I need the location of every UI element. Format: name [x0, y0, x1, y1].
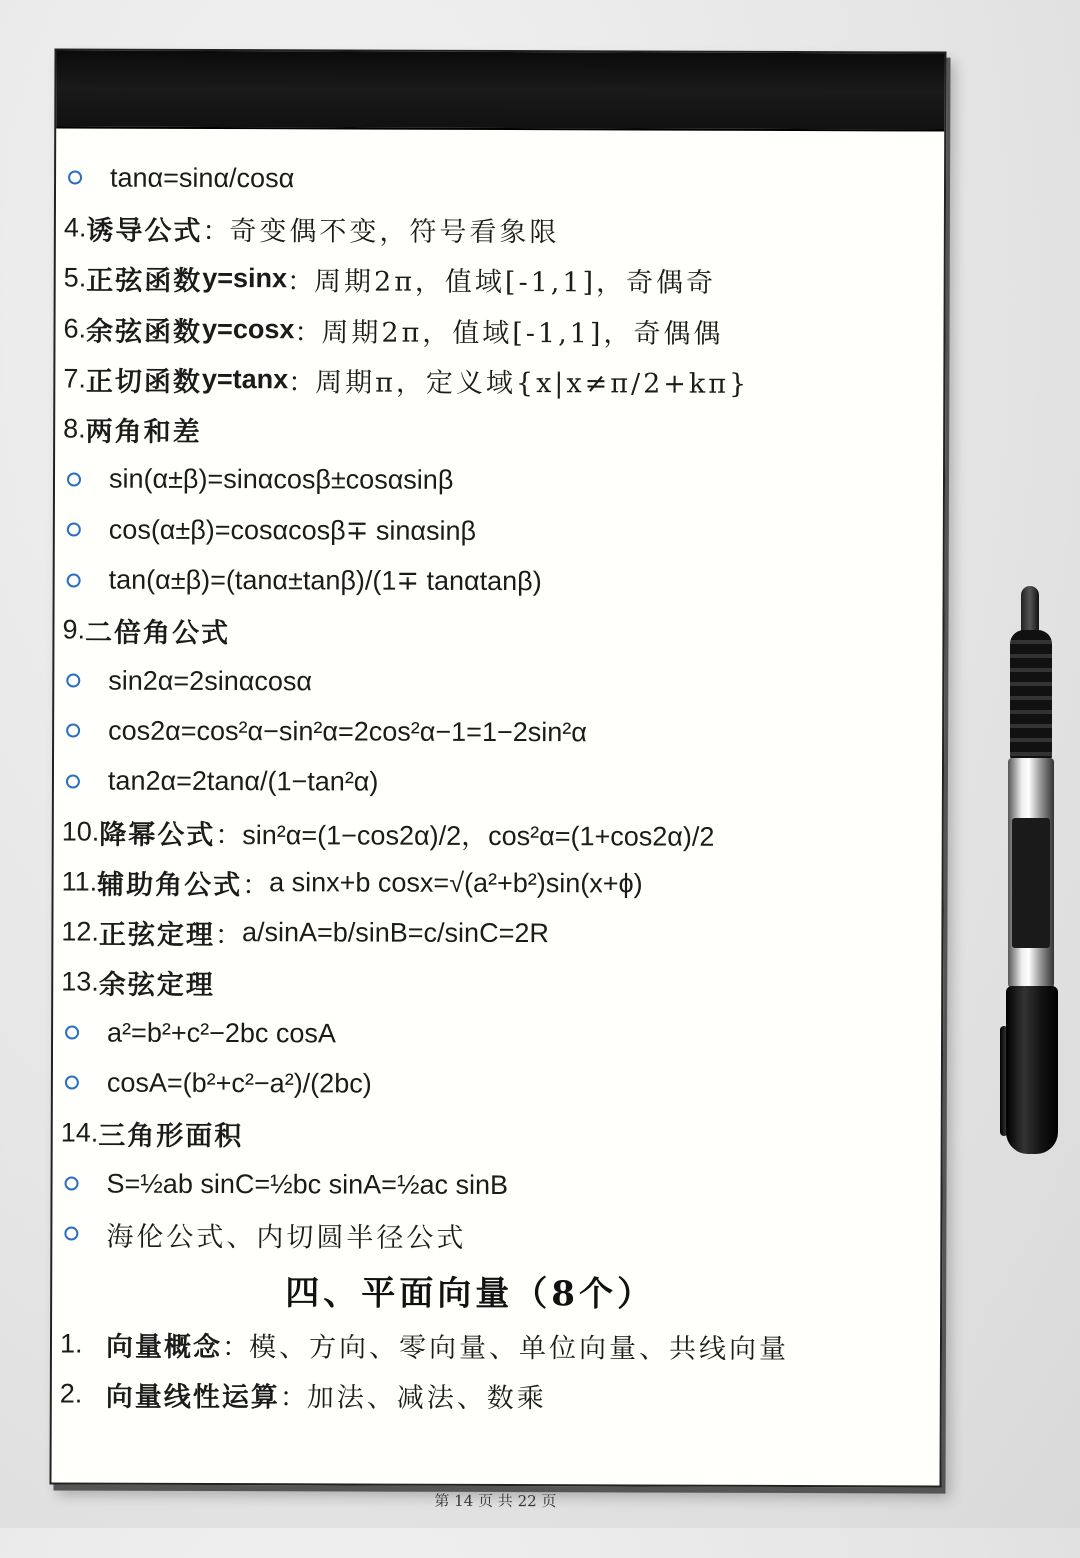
list-item	[63, 505, 923, 558]
item-text: 模、方向、零向量、单位向量、共线向量	[248, 1332, 790, 1366]
list-item-text: tan2α=2tanα/(1−tan²α)	[107, 765, 379, 797]
list-item-text: cos(α±β)=cosαcosβ∓ sinαsinβ	[108, 514, 477, 546]
list-item	[62, 706, 922, 759]
item-number: 2.	[59, 1378, 83, 1409]
item-separator: ：	[221, 1332, 250, 1363]
list-item	[61, 1008, 921, 1061]
bullet-icon	[67, 472, 81, 486]
formula-heading	[61, 907, 921, 960]
list-item-text: cos2α=cos²α−sin²α=2cos²α−1=1−2sin²α	[108, 715, 587, 748]
item-label-latin: y=tanx	[201, 363, 289, 395]
item-separator: ：	[286, 266, 315, 297]
item-text: 奇变偶不变，符号看象限	[229, 215, 560, 249]
item-label: 向量线性运算	[105, 1381, 280, 1414]
bullet-icon	[68, 171, 82, 185]
list-item	[60, 1209, 920, 1262]
section-title: 四、平面向量（8个）	[285, 1273, 656, 1315]
bullet-icon	[67, 573, 81, 587]
pen-image	[998, 586, 1068, 1558]
bullet-icon	[65, 1076, 79, 1090]
list-item	[64, 152, 924, 205]
vector-item	[60, 1319, 920, 1372]
item-text: 周期2π，值域[-1,1]，奇偶偶	[321, 316, 724, 350]
list-item	[60, 1158, 920, 1211]
formula-heading	[63, 303, 923, 356]
item-separator: ：	[215, 819, 243, 850]
item-separator: ：	[202, 215, 230, 246]
list-item-text: sin2α=2sinαcosα	[108, 665, 313, 696]
item-label-latin: y=sinx	[202, 263, 288, 294]
formula-heading	[61, 957, 921, 1010]
item-label: 辅助角公式	[97, 869, 243, 901]
item-label: 向量概念	[105, 1331, 223, 1364]
item-separator: ：	[288, 367, 316, 398]
item-number: 12.	[61, 916, 100, 947]
list-item-text: S=½ab sinC=½bc sinA=½ac sinB	[106, 1168, 509, 1200]
item-label: 降幂公式	[99, 819, 216, 851]
list-item-text: tanα=sinα/cosα	[110, 162, 295, 193]
pen-brand-logo	[1012, 818, 1050, 948]
item-number: 5.	[63, 262, 87, 293]
formula-heading	[61, 1108, 921, 1161]
list-item	[63, 454, 923, 507]
pen-grip	[1010, 630, 1052, 760]
pen-body	[1008, 758, 1054, 988]
item-label: 二倍角公式	[84, 617, 231, 650]
bullet-icon	[66, 774, 80, 788]
formula-heading	[63, 404, 923, 457]
item-text: a sinx+b cosx=√(a²+b²)sin(x+ϕ)	[269, 866, 643, 899]
formula-heading	[63, 354, 923, 407]
item-separator: ：	[294, 316, 322, 347]
formula-heading	[62, 806, 922, 859]
item-label: 余弦函数	[85, 316, 203, 348]
item-separator: ：	[279, 1382, 307, 1413]
list-item-text: sin(α±β)=sinαcosβ±cosαsinβ	[108, 464, 454, 496]
item-label: 两角和差	[85, 416, 202, 449]
item-number: 7.	[63, 363, 86, 394]
bullet-icon	[65, 1026, 79, 1040]
item-number: 8.	[63, 413, 86, 444]
notepad-header-bar	[56, 50, 944, 131]
list-item-text: a²=b²+c²−2bc cosA	[107, 1017, 337, 1049]
notepad-sheet	[49, 48, 946, 1511]
item-label: 三角形面积	[98, 1120, 244, 1153]
bullet-icon	[66, 724, 80, 738]
item-label: 正切函数	[85, 366, 202, 398]
pen-barrel	[1006, 986, 1058, 1154]
list-item	[62, 655, 922, 708]
bullet-icon	[65, 1177, 79, 1191]
item-number: 6.	[63, 313, 87, 344]
item-text: 周期π，定义域{x|x≠π/2+kπ}	[315, 367, 750, 400]
list-item-text: tan(α±β)=(tanα±tanβ)/(1∓ tanαtanβ)	[108, 564, 542, 597]
item-number: 9.	[62, 614, 86, 645]
item-label: 诱导公式	[86, 215, 203, 247]
item-number: 13.	[61, 966, 99, 997]
bullet-icon	[66, 674, 80, 688]
item-number: 11.	[61, 866, 98, 897]
item-text: 加法、减法、数乘	[306, 1382, 547, 1415]
item-label: 余弦定理	[98, 969, 215, 1002]
bullet-icon	[67, 523, 81, 537]
item-number: 14.	[60, 1117, 99, 1148]
list-item	[62, 756, 922, 809]
bullet-icon	[64, 1227, 78, 1241]
pen-tip	[1021, 586, 1039, 634]
item-separator: ：	[242, 869, 270, 900]
item-label-latin: y=cosx	[202, 313, 295, 344]
formula-heading	[62, 857, 922, 910]
item-separator: ：	[214, 920, 243, 951]
formula-heading	[62, 605, 922, 658]
vector-item	[60, 1369, 920, 1422]
list-item-text: 海伦公式、内切圆半径公式	[106, 1221, 467, 1254]
item-text: a/sinA=b/sinB=c/sinC=2R	[241, 917, 549, 949]
item-label: 正弦定理	[98, 919, 216, 952]
item-text: sin²α=(1−cos2α)/2，cos²α=(1+cos2α)/2	[242, 819, 715, 852]
formula-heading	[64, 253, 924, 306]
list-item-text: cosA=(b²+c²−a²)/(2bc)	[106, 1067, 372, 1099]
item-label: 正弦函数	[86, 265, 203, 298]
list-item	[61, 1058, 921, 1111]
list-item	[63, 555, 923, 608]
formula-heading	[64, 203, 924, 256]
item-number: 4.	[63, 212, 87, 243]
formula-list	[60, 152, 924, 1422]
item-text: 周期2π，值域[-1,1]，奇偶奇	[313, 266, 717, 299]
item-number: 1.	[59, 1328, 83, 1359]
item-number: 10.	[61, 815, 100, 847]
page-footer: 第 14 页 共 22 页	[434, 1491, 557, 1511]
